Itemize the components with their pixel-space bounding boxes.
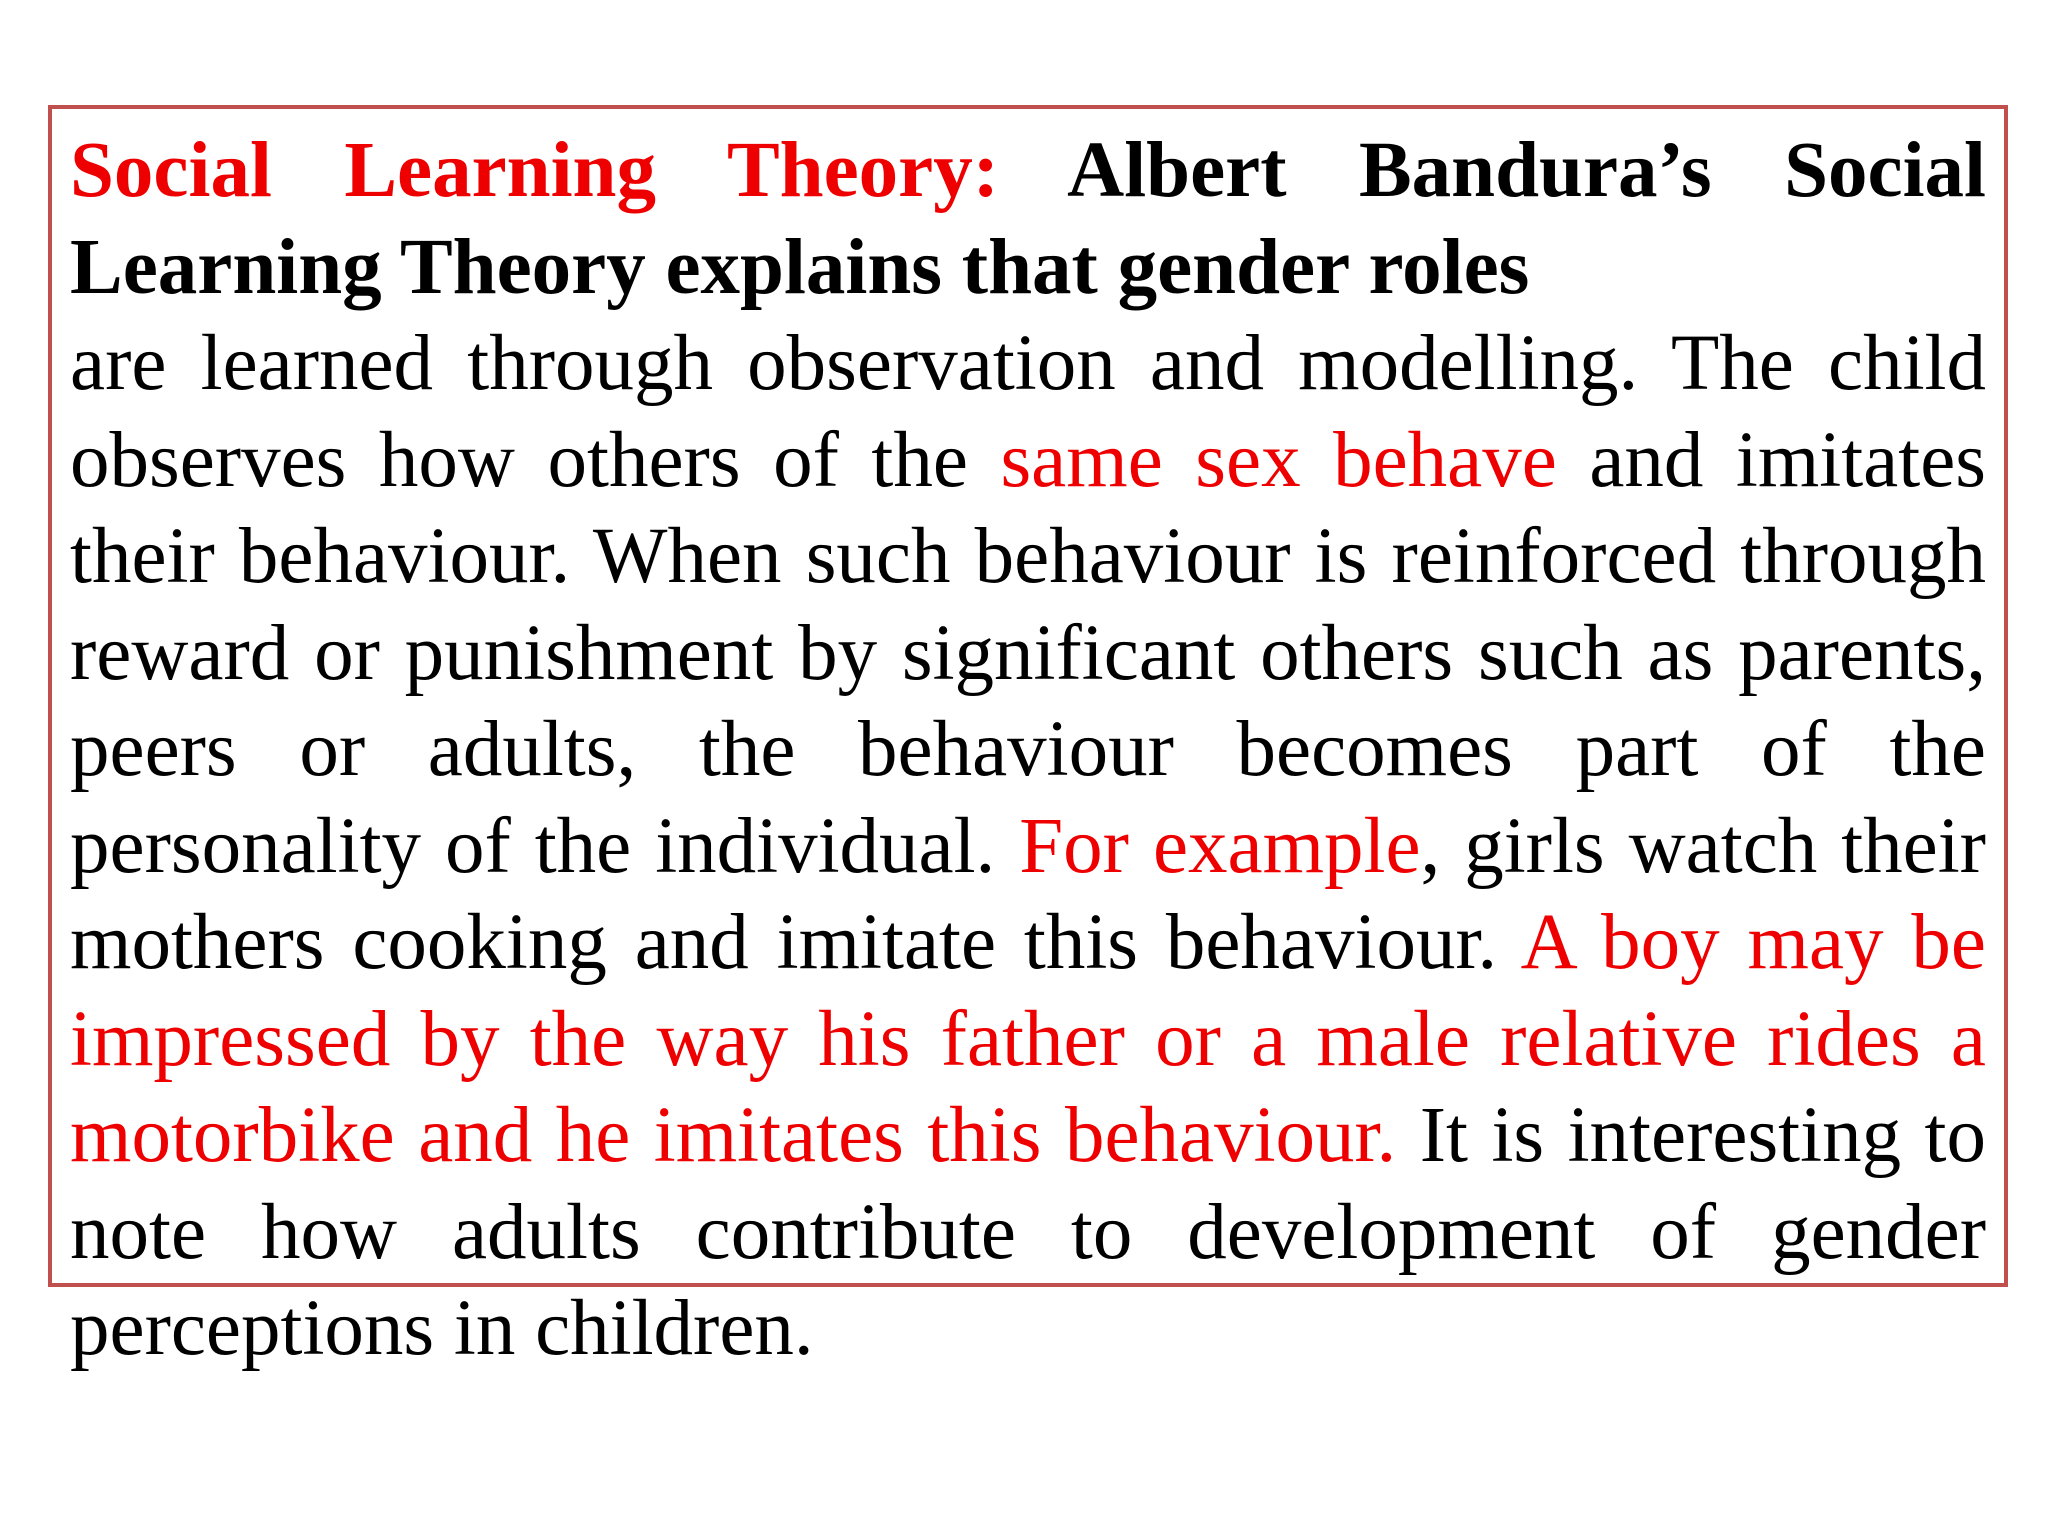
heading-title: Social Learning Theory:	[70, 127, 1000, 214]
heading-block	[70, 127, 1986, 311]
slide-body	[70, 123, 1986, 1378]
highlight-same-sex: same sex behave	[1000, 416, 1557, 504]
body-text-1: are learned through observation and modelling. The child observes how others of the	[70, 320, 1986, 504]
body-text-3: , girls watch their mothers cooking and imitate this behaviour.	[70, 802, 1986, 986]
body-text-4: It is interesting to note how adults contribute to development of gender perceptions in children.	[70, 1092, 1987, 1372]
highlight-for-example: For example	[1019, 802, 1421, 890]
highlight-boy-example: A boy may be impressed by the way his father or a male relative rides a motorbike and he imitates this behaviour.	[70, 899, 1986, 1179]
body-text-2: and imitates their behaviour. When such behaviour is reinforced through reward or punishment by significant others such as parents, peers or adults, the behaviour becomes part of the personality of the individual.	[70, 416, 1987, 890]
heading-lead: Albert Bandura’s Social Learning Theory explains that gender roles	[70, 127, 1986, 311]
